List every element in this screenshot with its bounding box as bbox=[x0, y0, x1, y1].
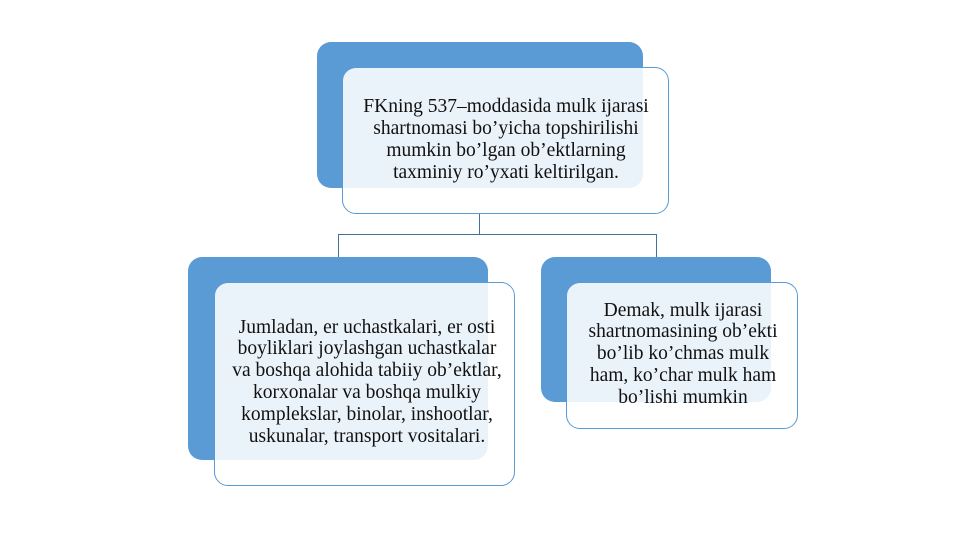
root-node-text: FKning 537–moddasida mulk ijarasi shartnomasi bo’yicha topshirilishi mumkin bo’lgan ob’ektlarning taxminiy ro’yxati keltirilgan. bbox=[363, 96, 649, 183]
child-node-right-text: Demak, mulk ijarasi shartnomasining ob’ekti bo’lib ko’chmas mulk ham, ko’char mulk ham bo’lishi mumkin bbox=[588, 299, 778, 408]
child-node-left-text: Jumladan, er uchastkalari, er osti boyliklari joylashgan uchastkalar va boshqa alohida tabiiy ob’ektlar, korxonalar va boshqa mulkiy komplekslar, binolar, inshootlar, uskunalar, transport vositalari. bbox=[232, 316, 502, 447]
connector-horizontal bbox=[338, 234, 657, 235]
connector-right-down bbox=[656, 234, 657, 257]
connector-left-down bbox=[338, 234, 339, 257]
connector-root-down bbox=[479, 213, 480, 235]
